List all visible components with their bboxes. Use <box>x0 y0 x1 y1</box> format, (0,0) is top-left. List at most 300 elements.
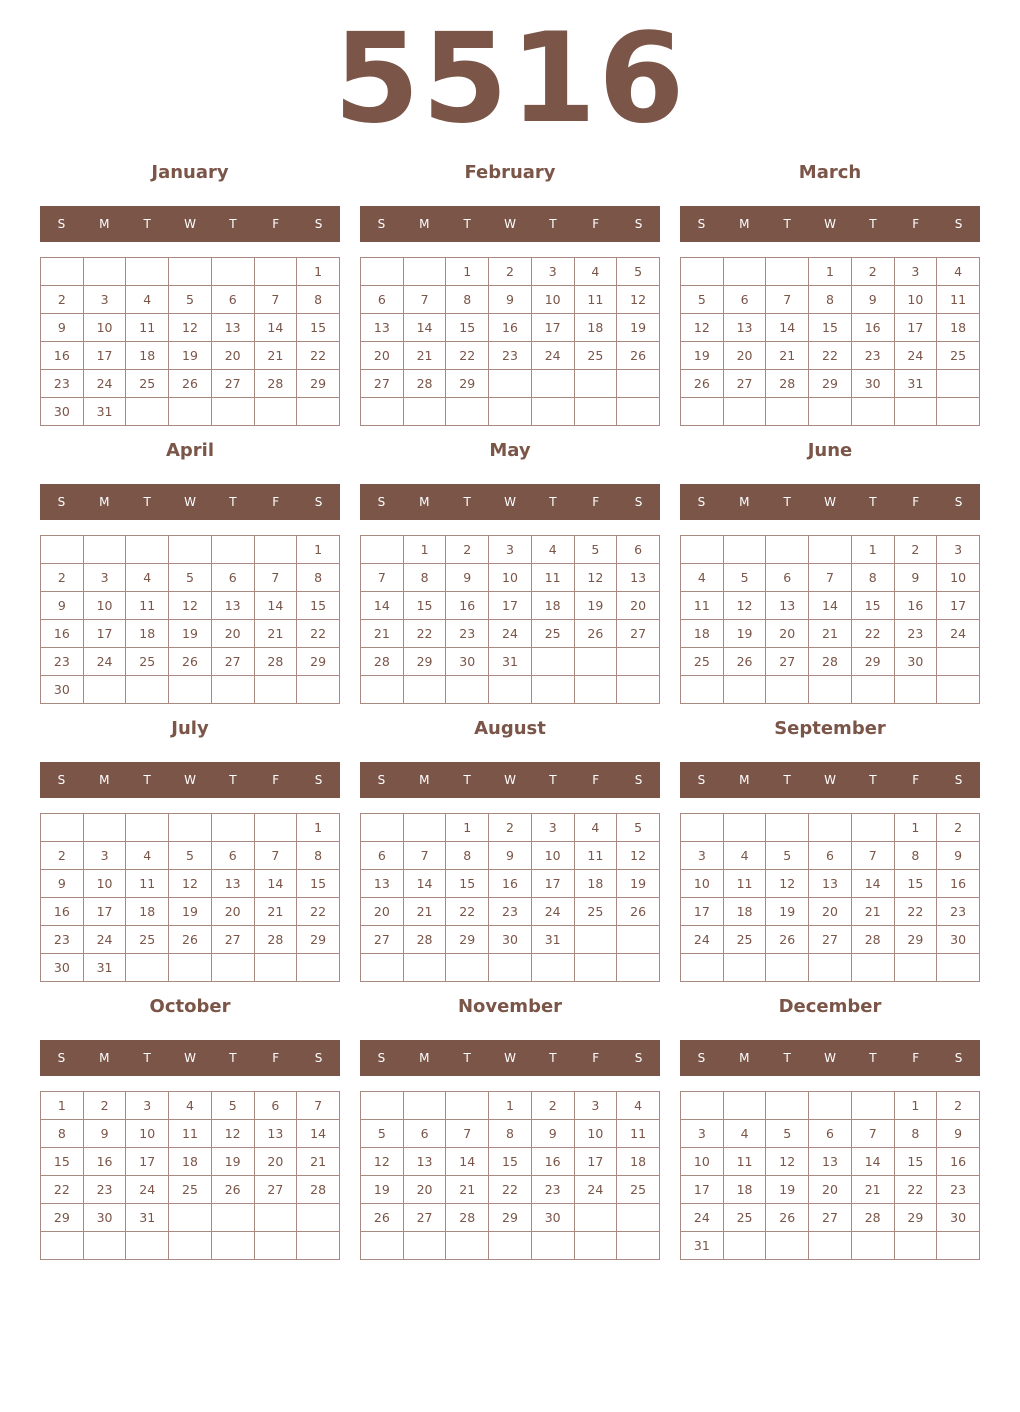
weekday-label: S <box>377 495 386 509</box>
day-cell: 9 <box>41 314 84 342</box>
day-cell: 14 <box>254 870 297 898</box>
day-cell: 18 <box>617 1148 660 1176</box>
day-cell: 5 <box>361 1120 404 1148</box>
weekday-label: W <box>184 495 196 509</box>
day-cell: 26 <box>169 926 212 954</box>
day-cell <box>169 398 212 426</box>
weekday-label: S <box>697 495 706 509</box>
day-cell: 25 <box>126 926 169 954</box>
month-december <box>680 996 980 1261</box>
month-november <box>360 996 660 1261</box>
day-cell: 20 <box>809 1176 852 1204</box>
day-cell: 4 <box>723 842 766 870</box>
day-cell: 17 <box>126 1148 169 1176</box>
month-name: March <box>798 162 862 183</box>
month-name: September <box>774 718 886 739</box>
day-cell: 4 <box>574 814 617 842</box>
day-cell: 6 <box>617 536 660 564</box>
day-cell <box>937 648 980 676</box>
day-cell: 13 <box>766 592 809 620</box>
weekday-label: S <box>57 773 66 787</box>
day-cell <box>766 536 809 564</box>
week-row <box>681 314 980 342</box>
day-cell <box>41 814 84 842</box>
day-cell: 2 <box>851 258 894 286</box>
weekday-label: M <box>739 217 750 231</box>
month-may <box>360 440 660 705</box>
day-cell: 24 <box>894 342 937 370</box>
day-cell: 22 <box>403 620 446 648</box>
day-cell: 14 <box>851 870 894 898</box>
day-cell: 4 <box>126 286 169 314</box>
day-cell: 15 <box>41 1148 84 1176</box>
week-row <box>361 676 660 704</box>
day-cell: 16 <box>531 1148 574 1176</box>
day-cell: 10 <box>489 564 532 592</box>
day-cell <box>83 258 126 286</box>
day-cell <box>361 1232 404 1260</box>
day-cell <box>531 954 574 982</box>
day-cell <box>574 1204 617 1232</box>
day-cell: 13 <box>809 1148 852 1176</box>
weekday-label: S <box>314 495 323 509</box>
day-cell <box>617 1204 660 1232</box>
day-cell: 24 <box>574 1176 617 1204</box>
day-cell: 12 <box>723 592 766 620</box>
day-cell: 17 <box>531 314 574 342</box>
day-cell <box>211 814 254 842</box>
day-cell: 13 <box>403 1148 446 1176</box>
day-cell: 14 <box>361 592 404 620</box>
weekday-label: T <box>549 495 557 509</box>
weekday-label: F <box>912 1051 920 1065</box>
day-cell: 5 <box>617 258 660 286</box>
day-cell: 12 <box>681 314 724 342</box>
day-cell: 4 <box>574 258 617 286</box>
weekday-label: F <box>592 217 600 231</box>
weekday-label: W <box>184 1051 196 1065</box>
weekday-label: M <box>739 495 750 509</box>
day-cell <box>126 954 169 982</box>
day-cell: 13 <box>254 1120 297 1148</box>
day-cell: 19 <box>681 342 724 370</box>
day-cell: 7 <box>254 564 297 592</box>
week-row <box>681 398 980 426</box>
month-august <box>360 718 660 983</box>
day-cell <box>489 676 532 704</box>
week-row <box>681 258 980 286</box>
weekday-label: T <box>463 217 471 231</box>
weekday-header <box>360 206 660 242</box>
day-cell: 23 <box>937 898 980 926</box>
day-cell: 11 <box>169 1120 212 1148</box>
day-cell: 1 <box>446 258 489 286</box>
weekday-header <box>40 762 340 798</box>
day-grid <box>40 813 340 982</box>
day-cell: 7 <box>446 1120 489 1148</box>
day-cell: 28 <box>403 926 446 954</box>
day-cell <box>446 676 489 704</box>
day-cell: 31 <box>894 370 937 398</box>
day-cell <box>894 1232 937 1260</box>
day-cell: 20 <box>211 342 254 370</box>
day-grid <box>360 813 660 982</box>
day-cell: 10 <box>83 592 126 620</box>
day-cell: 26 <box>617 898 660 926</box>
week-row <box>681 842 980 870</box>
week-row <box>41 370 340 398</box>
month-name: June <box>807 440 853 461</box>
day-cell: 13 <box>361 314 404 342</box>
day-cell <box>617 370 660 398</box>
week-row <box>681 286 980 314</box>
day-cell: 29 <box>297 648 340 676</box>
week-row <box>361 1092 660 1120</box>
day-cell: 29 <box>41 1204 84 1232</box>
day-cell: 17 <box>681 1176 724 1204</box>
day-cell: 4 <box>681 564 724 592</box>
week-row <box>361 1204 660 1232</box>
day-grid <box>680 257 980 426</box>
day-cell: 28 <box>403 370 446 398</box>
day-cell <box>403 814 446 842</box>
day-cell <box>126 258 169 286</box>
day-cell: 27 <box>617 620 660 648</box>
day-cell: 21 <box>361 620 404 648</box>
day-cell: 1 <box>297 814 340 842</box>
weekday-label: T <box>229 1051 237 1065</box>
day-cell <box>723 1232 766 1260</box>
day-cell: 13 <box>809 870 852 898</box>
day-cell: 12 <box>766 1148 809 1176</box>
day-cell: 16 <box>41 898 84 926</box>
day-cell <box>361 814 404 842</box>
day-cell: 26 <box>723 648 766 676</box>
day-cell: 27 <box>723 370 766 398</box>
day-cell: 27 <box>403 1204 446 1232</box>
day-cell <box>681 398 724 426</box>
weekday-label: T <box>869 495 877 509</box>
month-july <box>40 718 340 983</box>
weekday-label: S <box>314 773 323 787</box>
day-cell <box>254 676 297 704</box>
day-cell: 28 <box>297 1176 340 1204</box>
day-cell: 15 <box>297 314 340 342</box>
weekday-label: F <box>272 495 280 509</box>
weekday-label: W <box>824 1051 836 1065</box>
day-cell <box>574 1232 617 1260</box>
week-row <box>361 1176 660 1204</box>
week-row <box>681 620 980 648</box>
day-cell: 14 <box>851 1148 894 1176</box>
day-cell <box>361 954 404 982</box>
day-cell: 20 <box>809 898 852 926</box>
day-cell: 5 <box>574 536 617 564</box>
day-cell: 7 <box>851 842 894 870</box>
month-name: November <box>457 996 563 1017</box>
day-cell: 16 <box>41 342 84 370</box>
day-cell <box>574 398 617 426</box>
day-cell: 3 <box>681 842 724 870</box>
day-cell <box>403 954 446 982</box>
day-cell: 18 <box>681 620 724 648</box>
day-cell: 19 <box>723 620 766 648</box>
weekday-label: S <box>697 217 706 231</box>
day-cell <box>937 1232 980 1260</box>
week-row <box>41 676 340 704</box>
day-cell <box>361 258 404 286</box>
day-cell: 26 <box>361 1204 404 1232</box>
week-row <box>681 1148 980 1176</box>
day-cell <box>681 676 724 704</box>
day-cell: 3 <box>894 258 937 286</box>
day-cell: 19 <box>766 898 809 926</box>
day-cell: 9 <box>531 1120 574 1148</box>
day-cell: 25 <box>723 926 766 954</box>
day-cell: 20 <box>617 592 660 620</box>
day-cell: 27 <box>809 1204 852 1232</box>
week-row <box>681 870 980 898</box>
day-cell <box>126 1232 169 1260</box>
day-cell: 11 <box>723 1148 766 1176</box>
week-row <box>41 620 340 648</box>
day-cell: 3 <box>126 1092 169 1120</box>
day-cell: 2 <box>489 814 532 842</box>
day-cell: 29 <box>403 648 446 676</box>
day-cell: 16 <box>851 314 894 342</box>
day-cell: 18 <box>723 1176 766 1204</box>
day-cell: 22 <box>894 898 937 926</box>
day-cell: 30 <box>83 1204 126 1232</box>
weekday-label: T <box>783 1051 791 1065</box>
day-cell: 25 <box>574 898 617 926</box>
day-cell: 25 <box>681 648 724 676</box>
day-cell <box>617 1232 660 1260</box>
day-cell: 18 <box>531 592 574 620</box>
day-cell: 14 <box>766 314 809 342</box>
day-cell: 1 <box>894 1092 937 1120</box>
week-row <box>41 1232 340 1260</box>
day-cell: 23 <box>489 898 532 926</box>
day-cell: 26 <box>681 370 724 398</box>
day-cell <box>126 814 169 842</box>
weekday-label: M <box>99 495 110 509</box>
day-cell: 25 <box>574 342 617 370</box>
day-cell: 22 <box>894 1176 937 1204</box>
day-cell: 13 <box>617 564 660 592</box>
day-cell <box>617 676 660 704</box>
day-cell: 21 <box>403 342 446 370</box>
day-cell: 15 <box>894 1148 937 1176</box>
day-cell: 7 <box>361 564 404 592</box>
day-cell: 1 <box>809 258 852 286</box>
weekday-label: W <box>824 773 836 787</box>
week-row <box>681 954 980 982</box>
day-cell: 4 <box>937 258 980 286</box>
day-cell: 17 <box>83 898 126 926</box>
day-cell <box>681 1092 724 1120</box>
day-cell <box>531 398 574 426</box>
day-cell: 29 <box>489 1204 532 1232</box>
day-grid <box>360 1091 660 1260</box>
day-cell <box>809 1092 852 1120</box>
week-row <box>361 926 660 954</box>
day-cell <box>297 676 340 704</box>
day-cell: 19 <box>169 620 212 648</box>
day-cell <box>211 536 254 564</box>
weekday-label: M <box>739 1051 750 1065</box>
day-cell: 21 <box>403 898 446 926</box>
day-cell <box>297 1204 340 1232</box>
weekday-label: F <box>912 773 920 787</box>
week-row <box>41 536 340 564</box>
weekday-label: T <box>549 773 557 787</box>
day-cell: 5 <box>617 814 660 842</box>
day-cell: 27 <box>211 926 254 954</box>
day-cell <box>809 676 852 704</box>
day-cell: 27 <box>211 648 254 676</box>
weekday-label: T <box>229 217 237 231</box>
day-cell <box>723 1092 766 1120</box>
day-cell: 13 <box>361 870 404 898</box>
day-cell: 25 <box>531 620 574 648</box>
week-row <box>361 286 660 314</box>
day-cell: 16 <box>489 314 532 342</box>
weekday-label: S <box>57 495 66 509</box>
day-cell: 14 <box>254 314 297 342</box>
day-cell: 10 <box>531 842 574 870</box>
day-cell: 11 <box>723 870 766 898</box>
day-cell: 22 <box>41 1176 84 1204</box>
day-cell: 2 <box>937 814 980 842</box>
weekday-label: M <box>419 495 430 509</box>
month-name: April <box>165 440 215 461</box>
day-cell: 27 <box>361 926 404 954</box>
day-cell: 21 <box>851 898 894 926</box>
day-cell: 14 <box>403 870 446 898</box>
day-cell <box>723 676 766 704</box>
day-cell: 23 <box>41 370 84 398</box>
weekday-header <box>40 1040 340 1076</box>
day-cell: 22 <box>489 1176 532 1204</box>
day-cell: 1 <box>297 536 340 564</box>
month-february <box>360 162 660 427</box>
day-cell <box>126 676 169 704</box>
day-cell <box>937 370 980 398</box>
day-cell: 1 <box>894 814 937 842</box>
day-cell <box>211 258 254 286</box>
day-cell: 18 <box>937 314 980 342</box>
day-cell: 6 <box>211 842 254 870</box>
day-cell <box>809 1232 852 1260</box>
day-cell: 20 <box>723 342 766 370</box>
day-cell: 31 <box>531 926 574 954</box>
day-cell: 28 <box>446 1204 489 1232</box>
weekday-label: T <box>783 495 791 509</box>
day-cell <box>83 536 126 564</box>
day-cell: 15 <box>489 1148 532 1176</box>
day-cell: 9 <box>894 564 937 592</box>
day-cell: 27 <box>211 370 254 398</box>
day-cell: 3 <box>83 842 126 870</box>
day-cell <box>894 398 937 426</box>
day-cell <box>766 1232 809 1260</box>
day-cell <box>617 926 660 954</box>
day-cell: 27 <box>809 926 852 954</box>
day-cell <box>254 954 297 982</box>
day-cell: 4 <box>617 1092 660 1120</box>
week-row <box>681 536 980 564</box>
day-cell <box>489 1232 532 1260</box>
month-january <box>40 162 340 427</box>
day-cell: 11 <box>126 592 169 620</box>
day-cell: 21 <box>809 620 852 648</box>
day-cell: 6 <box>723 286 766 314</box>
day-cell: 18 <box>574 314 617 342</box>
day-cell: 22 <box>851 620 894 648</box>
day-cell <box>446 1092 489 1120</box>
day-cell <box>894 676 937 704</box>
week-row <box>361 370 660 398</box>
weekday-label: S <box>377 773 386 787</box>
day-cell: 19 <box>361 1176 404 1204</box>
week-row <box>41 398 340 426</box>
weekday-label: S <box>57 217 66 231</box>
day-cell: 15 <box>403 592 446 620</box>
day-cell <box>126 398 169 426</box>
day-cell <box>297 1232 340 1260</box>
weekday-label: T <box>463 773 471 787</box>
day-cell: 12 <box>361 1148 404 1176</box>
week-row <box>361 1232 660 1260</box>
day-cell: 21 <box>254 898 297 926</box>
week-row <box>361 898 660 926</box>
week-row <box>361 814 660 842</box>
day-cell: 4 <box>169 1092 212 1120</box>
day-cell: 31 <box>489 648 532 676</box>
day-cell: 12 <box>211 1120 254 1148</box>
day-cell: 21 <box>446 1176 489 1204</box>
day-cell <box>851 398 894 426</box>
day-cell <box>83 676 126 704</box>
day-cell <box>766 814 809 842</box>
day-cell: 24 <box>937 620 980 648</box>
day-cell: 24 <box>681 1204 724 1232</box>
day-cell: 12 <box>169 592 212 620</box>
week-row <box>681 370 980 398</box>
day-cell: 21 <box>297 1148 340 1176</box>
day-cell: 17 <box>83 620 126 648</box>
day-cell: 12 <box>169 870 212 898</box>
day-cell: 12 <box>617 286 660 314</box>
weekday-header <box>360 484 660 520</box>
day-cell <box>361 676 404 704</box>
weekday-label: W <box>504 495 516 509</box>
day-cell: 22 <box>297 342 340 370</box>
day-cell: 20 <box>403 1176 446 1204</box>
day-cell: 24 <box>83 648 126 676</box>
weekday-label: T <box>229 773 237 787</box>
day-cell: 10 <box>681 870 724 898</box>
weekday-label: T <box>783 217 791 231</box>
week-row <box>681 926 980 954</box>
weekday-label: F <box>592 773 600 787</box>
day-cell: 11 <box>681 592 724 620</box>
day-cell: 17 <box>894 314 937 342</box>
day-cell: 2 <box>41 286 84 314</box>
day-cell: 28 <box>851 926 894 954</box>
day-cell: 24 <box>531 898 574 926</box>
